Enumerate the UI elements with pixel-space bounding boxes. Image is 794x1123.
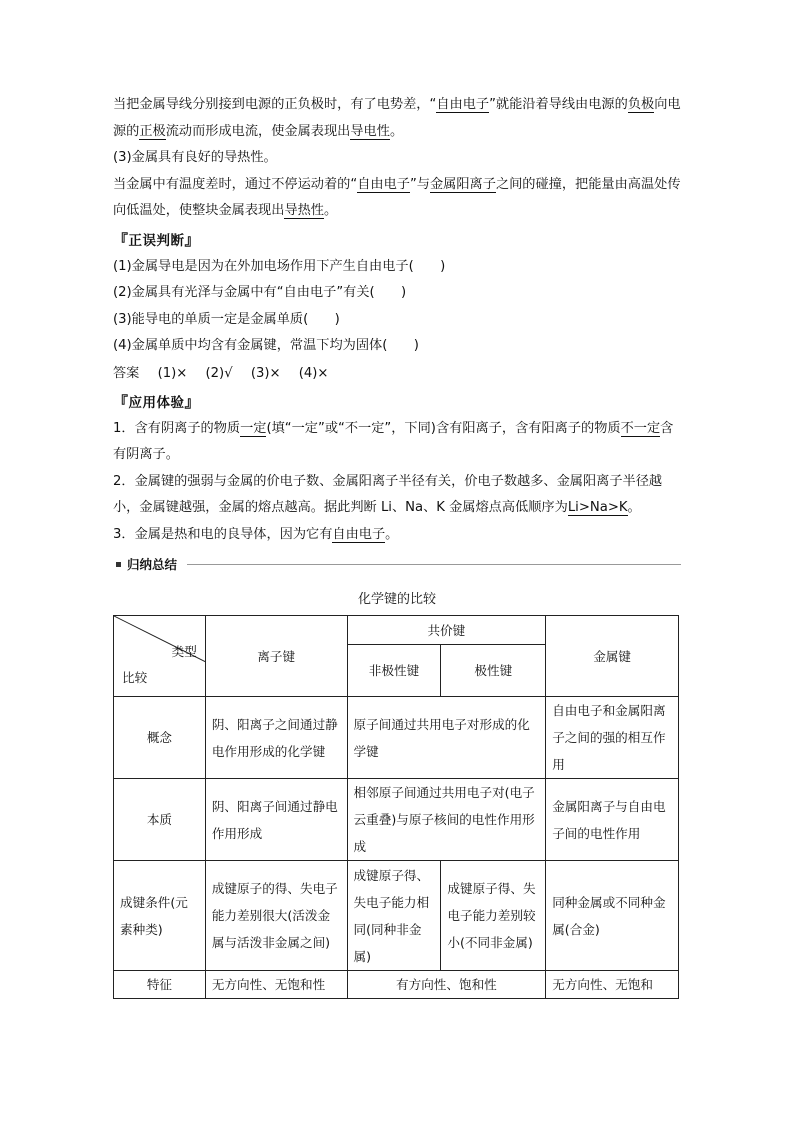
text: 含有阴离子。 [113, 420, 674, 462]
text: 当金属中有温度差时，通过不停运动着的“ [113, 176, 358, 192]
answer-blank: 自由电子 [357, 176, 410, 192]
paragraph-conductivity [113, 92, 681, 145]
judgement-item: (4)金属单质中均含有金属键，常温下均为固体( ) [113, 338, 419, 353]
text: 2．金属键的强弱与金属的价电子数、金属阳离子半径有关，价电子数越多、金属阳离子半径越小，金属键越强，金属的熔点越高。据此判断 Li、Na、K 金属熔点高低顺序为 [113, 473, 663, 515]
table-cell: 成键原子得、失电子能力相同(同种非金属) [347, 861, 441, 971]
text: 向电源的 [113, 97, 681, 139]
text: 流动而形成电流，使金属表现出 [165, 123, 351, 139]
answer-value: (2)√ [205, 365, 233, 381]
summary-divider [113, 552, 681, 576]
answer-blank: 不一定 [620, 420, 661, 436]
text: 当把金属导线分别接到电源的正负极时，有了电势差，“ [113, 97, 437, 112]
square-bullet-icon [116, 562, 121, 567]
answer-blank: 自由电子 [332, 526, 386, 542]
row-header: 概念 [114, 697, 206, 779]
table-cell: 同种金属或不同种金属(合金) [546, 861, 679, 971]
text: 。 [627, 500, 641, 515]
paragraph-thermal [113, 172, 681, 225]
answer-blank: 导热性 [284, 203, 324, 218]
section-title: 正误判断 [128, 232, 185, 249]
text: 3．金属是热和电的良导体，因为它有 [113, 526, 333, 542]
answer-value: (4)× [298, 365, 329, 381]
column-subheader: 极性键 [441, 645, 546, 697]
column-subheader: 非极性键 [347, 645, 441, 697]
bracket-close-icon: 』 [184, 392, 201, 411]
table-cell: 金属阳离子与自由电子间的电性作用 [546, 779, 679, 861]
judgement-item: (1)金属导电是因为在外加电场作用下产生自由电子( ) [113, 258, 446, 274]
row-header: 特征 [114, 971, 206, 999]
column-header: 离子键 [205, 616, 347, 697]
answer-value: (1)× [157, 365, 188, 381]
column-header: 共价键 [347, 616, 546, 645]
table-cell: 阴、阳离子之间通过静电作用形成的化学键 [205, 697, 347, 779]
answer-blank: 自由电子 [436, 97, 490, 112]
answer-label: 答案 [113, 365, 140, 381]
table-cell: 自由电子和金属阳离子之间的强的相互作用 [546, 697, 679, 779]
bond-comparison-table [113, 615, 679, 999]
text: ”与 [409, 176, 430, 192]
text: ”就能沿着导线由电源的 [489, 97, 628, 112]
bracket-open-icon: 『 [113, 392, 129, 411]
corner-label-compare: 比较 [122, 670, 148, 685]
table-cell: 阴、阳离子间通过静电作用形成 [205, 779, 347, 861]
table-cell: 有方向性、饱和性 [347, 971, 546, 999]
table-cell: 成键原子得、失电子能力差别较小(不同非金属) [441, 861, 546, 971]
answer-value: (3)× [250, 365, 281, 381]
summary-label: 归纳总结 [127, 557, 178, 572]
section-heading-true-false [113, 227, 681, 254]
answer-blank: 负极 [627, 97, 655, 112]
bracket-open-icon: 『 [113, 230, 129, 249]
answer-blank: 一定 [240, 420, 267, 436]
text: 。 [385, 526, 399, 542]
answer-blank: 正极 [139, 123, 166, 139]
answer-blank: 导电性 [350, 123, 390, 139]
exercise-2 [113, 469, 681, 522]
corner-label-type: 类型 [171, 644, 197, 659]
exercise-1 [113, 416, 681, 469]
text: 之间的碰撞，把能量由高温处传向低温处，使整块金属表现出 [113, 176, 681, 218]
answer-blank: 金属阳离子 [430, 176, 496, 192]
section-heading-application [113, 389, 681, 416]
text: 1．含有阴离子的物质 [113, 420, 241, 436]
section-title: 应用体验 [128, 394, 185, 411]
document-page [113, 92, 681, 999]
judgement-item: (2)金属具有光泽与金属中有“自由电子”有关( ) [113, 285, 407, 300]
answer-blank: Li>Na>K [567, 500, 628, 515]
divider-line [187, 564, 681, 565]
table-cell: 原子间通过共用电子对形成的化学键 [347, 697, 546, 779]
table-cell: 无方向性、无饱和 [546, 971, 679, 999]
exercise-3 [113, 522, 681, 549]
table-cell: 相邻原子间通过共用电子对(电子云重叠)与原子核间的电性作用形成 [347, 779, 546, 861]
column-header: 金属键 [546, 616, 679, 697]
table-title: 化学键的比较 [357, 592, 436, 607]
bracket-close-icon: 』 [184, 230, 201, 249]
row-header: 本质 [114, 779, 206, 861]
text: (填“一定”或“不一定”，下同)含有阳离子，含有阳离子的物质 [266, 420, 621, 436]
answer-line [113, 360, 681, 387]
table-cell: 成键原子的得、失电子能力差别很大(活泼金属与活泼非金属之间) [205, 861, 347, 971]
paragraph-heading-3: (3)金属具有良好的导热性。 [113, 150, 277, 165]
text: 。 [324, 203, 338, 218]
text: 。 [389, 123, 404, 139]
judgement-item: (3)能导电的单质一定是金属单质( ) [113, 311, 340, 327]
row-header: 成键条件(元素种类) [114, 861, 206, 971]
table-corner-cell [114, 616, 206, 697]
table-cell: 无方向性、无饱和性 [205, 971, 347, 999]
